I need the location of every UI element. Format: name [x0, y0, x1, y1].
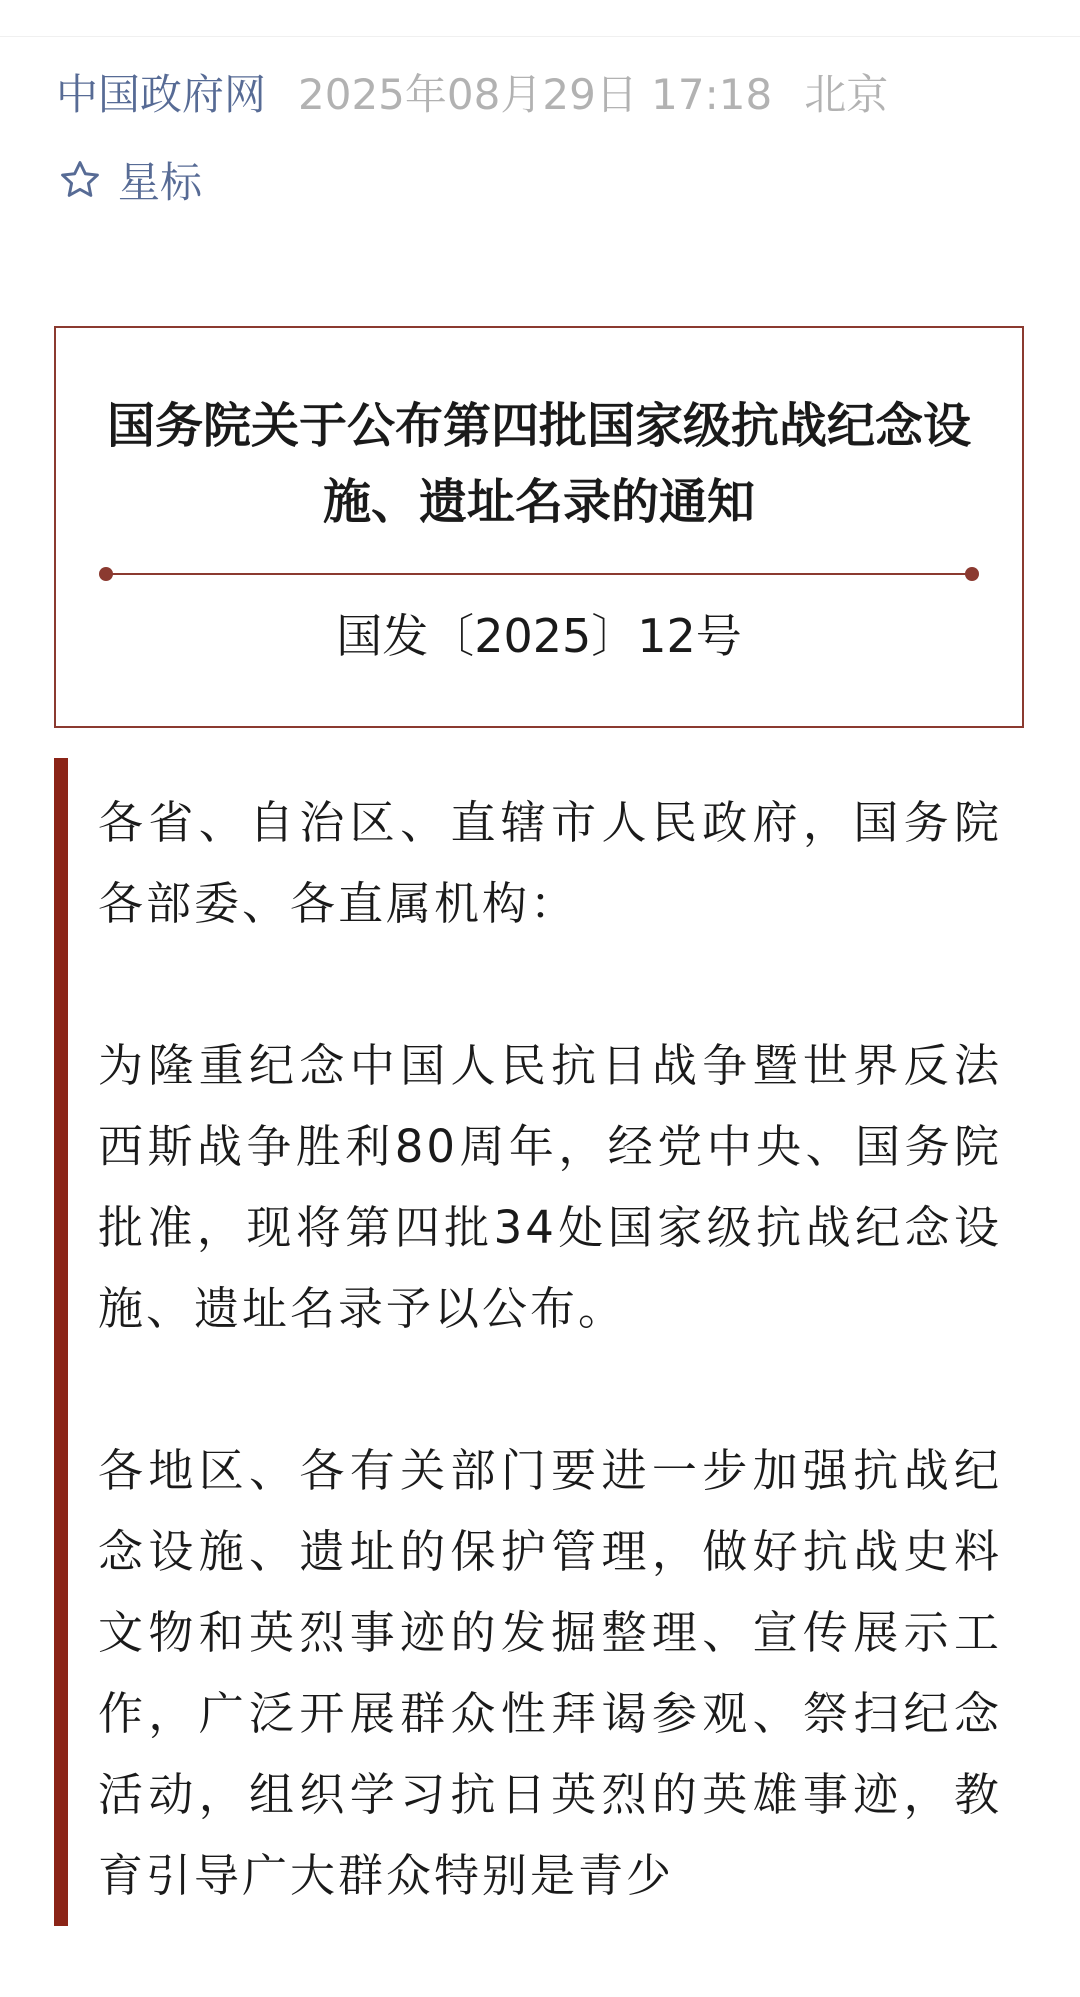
star-button[interactable]: [58, 152, 202, 208]
title-divider-ornament: [96, 564, 982, 584]
body-accent-bar: [54, 758, 68, 1926]
document-number: 国发〔2025〕12号: [336, 609, 742, 663]
body-paragraph: 各地区、各有关部门要进一步加强抗战纪念设施、遗址的保护管理，做好抗战史料文物和英烈事迹的发掘整理、宣传展示工作，广泛开展群众性拜谒参观、祭扫纪念活动，组织学习抗日英烈的英雄事迹，教育引导广大群众特别是青少: [98, 1444, 1002, 1902]
star-label: 星标: [118, 158, 203, 207]
document-header-box: [54, 326, 1024, 728]
body-paragraph-addressee: 各省、自治区、直辖市人民政府，国务院各部委、各直属机构：: [98, 796, 1002, 930]
body-paragraph: 为隆重纪念中国人民抗日战争暨世界反法西斯战争胜利80周年，经党中央、国务院批准，现将第四批34处国家级抗战纪念设施、遗址名录予以公布。: [98, 1039, 1002, 1335]
account-name-link[interactable]: 中国政府网: [56, 70, 267, 119]
publish-date: 2025年08月29日 17:18: [298, 70, 773, 119]
document-title: 国务院关于公布第四批国家级抗战纪念设施、遗址名录的通知: [106, 398, 971, 530]
star-outline-icon: [58, 158, 102, 202]
article-meta: [56, 62, 888, 122]
article-body: [98, 782, 1002, 1997]
publish-location: 北京: [804, 70, 889, 119]
top-divider: [0, 36, 1080, 37]
